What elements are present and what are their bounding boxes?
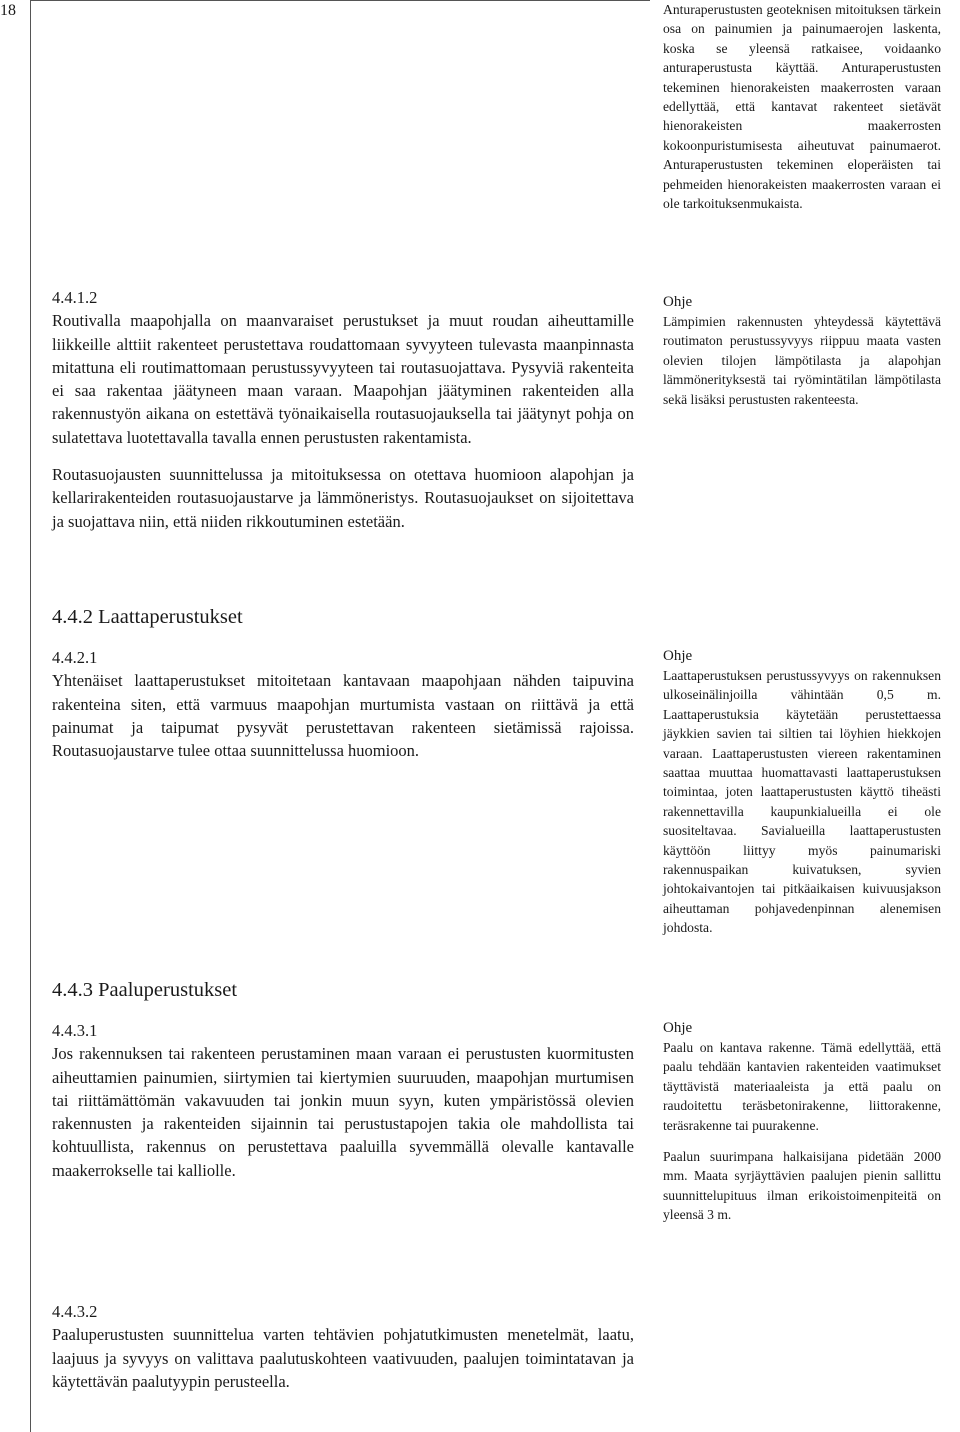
section-442 <box>52 604 634 762</box>
section-number: 4.4.3.2 <box>52 1302 98 1321</box>
ohje-text: Paalun suurimpana halkaisijana pidetään 2000 mm. Maata syrjäyttävien paalujen pienin sallittu suunnittelupituus ilman erikoistoimenpiteitä on yleensä 3 m. <box>663 1149 941 1223</box>
ohje-text: Lämpimien rakennusten yhteydessä käytettävä routimaton perustussyvyys riippuu maata vasten olevien tilojen lämpötilasta ja alapohjan lämmönerityksestä tai ryömintätilan lämpötilasta sekä lisäksi perustusten rakenteesta. <box>663 314 941 407</box>
section-number: 4.4.2.1 <box>52 648 98 667</box>
section-paragraph: Paaluperustusten suunnittelua varten tehtävien pohjatutkimusten menetelmät, laatu, laajuus ja syvyys on valittava paalutuskohteen vaativuuden, paalujen toimintatavan ja käytettävän paalutyypin perusteella. <box>52 1325 634 1391</box>
section-number: 4.4.1.2 <box>52 288 98 307</box>
side-intro <box>663 0 941 213</box>
section-heading: 4.4.2 Laattaperustukset <box>52 606 243 628</box>
page-number: 18 <box>0 2 16 19</box>
section-paragraph: Jos rakennuksen tai rakenteen perustaminen maan varaan ei perustusten kuormitusten aiheuttamien painumien, siirtymien tai kiertymien suuruuden, maapohjan murtumisen tai riittämättömän vakavuuden tai jonkin muun syyn, kuten ympäristössä olevien rakennusten ja rakenteiden sijainnin tai perustustapojen takia ole mahdollista tai kohtuullista, rakennus on perustettava paaluilla syvemmällä olevalle kantavalle maakerrokselle tai kalliolle. <box>52 1044 634 1180</box>
section-4412 <box>52 286 634 533</box>
section-paragraph: Routivalla maapohjalla on maanvaraiset perustukset ja muut roudan aiheuttamille liikkeille alttiit rakenteet perustettava roudattomaan syvyyteen tulevasta maanpinnasta mitattuna eli routimattomaan perustussyvyyteen tai routasuojattava. Pysyviä rakenteita ei saa rakentaa jäätyneen maan varaan. Maapohjan jäätyminen rakenteiden alla rakennustyön aikana on estettävä työnaikaisella routasuojauksella tai jäätynyt pohja on sulatettava luotettavalla tavalla ennen perustusten rakentamista. <box>52 311 634 447</box>
section-paragraph: Yhtenäiset laattaperustukset mitoitetaan kantavaan maapohjaan nähden taipuvina rakenteina siten, että varmuus maapohjan murtumista vastaan on riittävä ja että painumat ja taipumat pysyvät perustettavan rakenteen sietämissä rajoissa. Routasuojaustarve tulee ottaa suunnittelussa huomioon. <box>52 671 634 761</box>
ohje-label: Ohje <box>663 648 693 664</box>
ohje-label: Ohje <box>663 1020 693 1036</box>
ohje-text: Laattaperustuksen perustussyvyys on rakennuksen ulkoseinälinjoilla vähintään 0,5 m. Laattaperustuksia käytetään perustettaessa jäykkien savien tai siltien tai löyhien hiekkojen varaan. Laattaperustusten viereen rakentaminen saattaa muuttaa huomattavasti laattaperustuksen toimintaa, joten laattaperustusten käyttö tiheästi rakennettavilla kaupunkialueilla ei ole suositeltavaa. Savialueilla laattaperustusten käyttöön liittyy myös painumariski rakennuspaikan kuivatuksen, syvien johtokaivantojen tai pitkäaikaisen kuivuusjakson aiheuttaman pohjavedenpinnan alenemisen johdosta. <box>663 668 941 936</box>
ohje-4412 <box>663 292 941 409</box>
ohje-443 <box>663 1018 941 1225</box>
section-paragraph: Routasuojausten suunnittelussa ja mitoituksessa on otettava huomioon alapohjan ja kellarirakenteiden routasuojaustarve ja lämmöneristys. Routasuojaukset on sijoitettava ja suojattava niin, että niiden rikkoutuminen estetään. <box>52 465 634 531</box>
left-margin-rule <box>30 0 31 1432</box>
section-heading: 4.4.3 Paaluperustukset <box>52 979 238 1001</box>
ohje-442 <box>663 646 941 938</box>
top-rule <box>30 0 650 1</box>
side-intro-text: Anturaperustusten geoteknisen mitoituksen tärkein osa on painumien ja painumaerojen laskenta, koska se yleensä ratkaisee, voidaanko anturaperustusta käyttää. Anturaperustusten tekeminen hienorakeisten maakerrosten varaan edellyttää, että kantavat rakenteet sietävät hienorakeisten maakerrosten kokoonpuristumisesta aiheutuvat painumaerot. Anturaperustusten tekeminen eloperäisten tai pehmeiden hienorakeisten maakerrosten varaan ei ole tarkoituksenmukaista. <box>663 2 941 212</box>
ohje-label: Ohje <box>663 294 693 310</box>
section-443 <box>52 977 634 1182</box>
ohje-text: Paalu on kantava rakenne. Tämä edellyttää, että paalu tehdään kantavien rakenteiden vaatimukset täyttävistä materiaaleista ja että paalu on raudoitettu teräsbetonirakenne, liittorakenne, teräsrakenne tai puurakenne. <box>663 1040 941 1133</box>
section-4432 <box>52 1300 634 1393</box>
section-number: 4.4.3.1 <box>52 1021 98 1040</box>
